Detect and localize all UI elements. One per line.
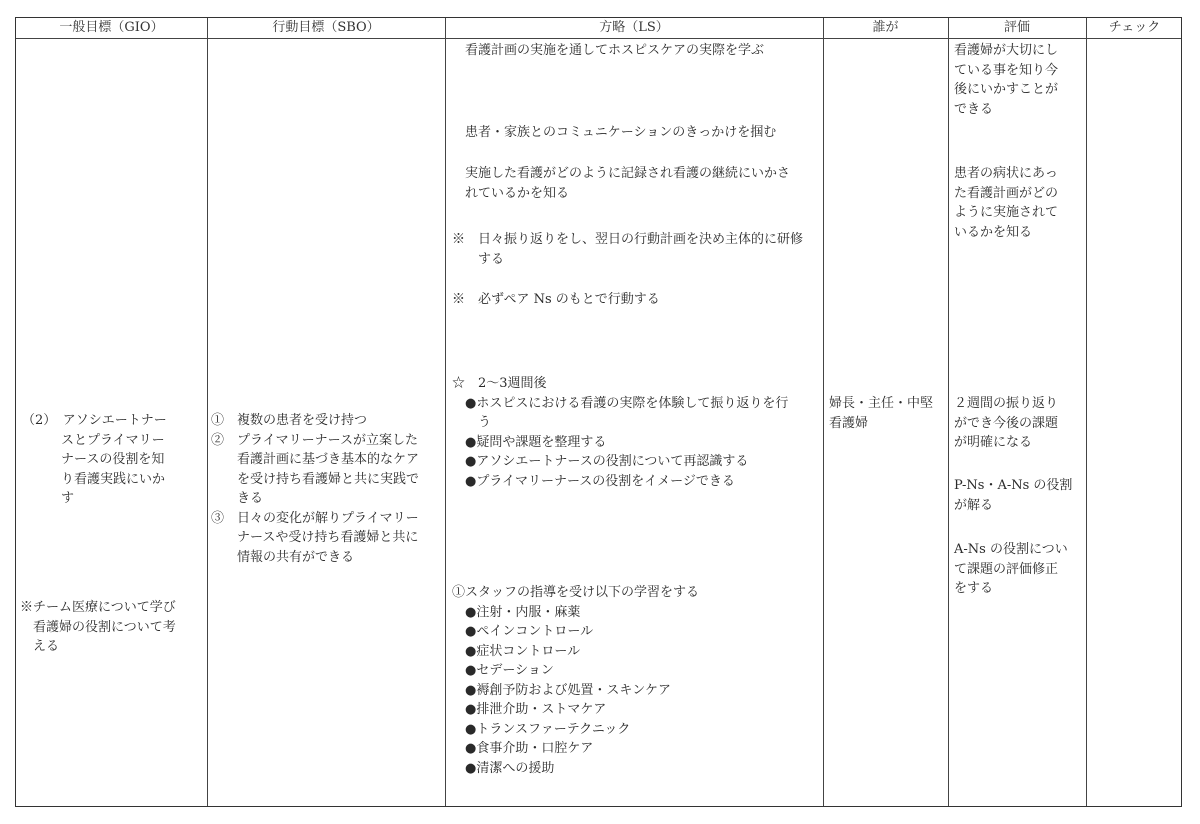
eval-line: できる (954, 101, 994, 117)
ls-line: ●トランスファーテクニック (452, 721, 631, 737)
eval-line: をする (954, 581, 994, 596)
ls-line: ●清潔への援助 (452, 760, 555, 776)
sbo-line: を受け持ち看護婦と共に実践で (211, 471, 420, 487)
ls-line: ※ 必ずペア Ns のもとで行動する (452, 292, 660, 307)
who-line: 看護婦 (829, 415, 869, 431)
ls-block (452, 583, 824, 778)
eval-line: 患者の病状にあっ (954, 166, 1058, 181)
header-who: 誰が (872, 20, 899, 35)
sbo-line: 情報の共有ができる (211, 549, 355, 565)
ls-line: ●プライマリーナースの役割をイメージできる (452, 473, 735, 489)
column-divider (445, 18, 446, 806)
who-line: 婦長・主任・中堅 (829, 396, 934, 411)
header-gio: 一般目標（GIO） (59, 20, 164, 35)
who-cell (829, 394, 947, 433)
sbo-line: 看護計画に基づき基本的なケア (211, 452, 420, 467)
column-divider (207, 18, 208, 806)
ls-line: ●ホスピスにおける看護の実際を体験して振り返りを行 (452, 395, 789, 411)
ls-line: ●排泄介助・ストマケア (452, 702, 607, 717)
eval-line: ができ今後の課題 (954, 415, 1059, 431)
ls-block (452, 41, 824, 61)
gio-line: す (22, 491, 75, 506)
ls-block (452, 374, 824, 491)
gio-line: （2） アソシエートナー (22, 413, 167, 428)
eval-block (954, 476, 1084, 515)
eval-line: が明確になる (954, 435, 1033, 450)
gio-line: り看護実践にいか (22, 471, 166, 487)
eval-block (954, 164, 1084, 242)
column-divider (948, 18, 949, 806)
ls-line: ●褥創予防および処置・スキンケア (452, 682, 671, 698)
header-eval: 評価 (1003, 20, 1030, 35)
ls-block (452, 164, 824, 203)
ls-line: 患者・家族とのコミュニケーションのきっかけを掴む (465, 125, 777, 140)
eval-line: ている事を知り今 (954, 62, 1059, 78)
eval-line: A-Ns の役割につい (954, 542, 1068, 557)
eval-line: ２週間の振り返り (954, 396, 1059, 411)
sbo-line: きる (211, 491, 264, 506)
eval-block (954, 394, 1084, 453)
gio-note-line: ※チーム医療について学び (20, 600, 176, 615)
ls-line: ●アソシエートナースの役割について再認識する (452, 454, 749, 469)
eval-line: が解る (954, 497, 994, 513)
header-check: チェック (1108, 20, 1161, 35)
ls-line: ※ 日々振り返りをし、翌日の行動計画を決め主体的に研修 (452, 232, 804, 247)
eval-line: 後にいかすことが (954, 82, 1059, 97)
ls-line: ●ペインコントロール (452, 624, 594, 639)
header-divider (16, 38, 1181, 39)
gio-note (20, 598, 205, 657)
column-divider (1086, 18, 1087, 806)
gio-line: スとプライマリー (22, 432, 165, 448)
ls-line: ●セデーション (452, 663, 554, 678)
ls-line: 看護計画の実施を通してホスピスケアの実際を学ぶ (465, 43, 765, 58)
ls-line: ☆ 2～3週間後 (452, 376, 547, 391)
ls-line: ●注射・内服・麻薬 (452, 604, 581, 620)
eval-line: いるかを知る (954, 224, 1033, 240)
eval-line: て課題の評価修正 (954, 561, 1059, 577)
eval-line: た看護計画がどの (954, 185, 1059, 201)
gio-goal (22, 411, 207, 509)
gio-note-line: える (20, 639, 60, 654)
header-ls: 方略（LS） (599, 20, 669, 35)
ls-line: ●疑問や課題を整理する (452, 434, 607, 450)
ls-line: する (452, 251, 505, 267)
sbo-goals (211, 411, 443, 567)
ls-line: う (452, 415, 492, 430)
eval-line: ように実施されて (954, 205, 1059, 220)
ls-line: ①スタッフの指導を受け以下の学習をする (452, 585, 700, 600)
ls-block (452, 123, 824, 143)
sbo-line: ナースや受け持ち看護婦と共に (211, 530, 419, 545)
eval-block (954, 540, 1084, 599)
eval-line: P-Ns・A-Ns の役割 (954, 478, 1073, 493)
sbo-line: ① 複数の患者を受け持つ (211, 413, 368, 428)
ls-line: ●食事介助・口腔ケア (452, 741, 594, 756)
sbo-line: ② プライマリーナースが立案した (211, 432, 418, 448)
header-sbo: 行動目標（SBO） (272, 20, 380, 35)
eval-line: 看護婦が大切にし (954, 43, 1059, 58)
gio-note-line: 看護婦の役割について考 (20, 619, 176, 635)
ls-block (452, 290, 824, 310)
ls-block (452, 230, 824, 269)
eval-block (954, 41, 1084, 119)
ls-line: ●症状コントロール (452, 643, 581, 659)
sbo-line: ③ 日々の変化が解りプライマリー (211, 510, 419, 526)
gio-line: ナースの役割を知 (22, 452, 165, 467)
ls-line: 実施した看護がどのように記録され看護の継続にいかさ (465, 166, 791, 181)
ls-line: れているかを知る (465, 185, 570, 201)
plan-table (15, 17, 1182, 807)
check-cell (1088, 40, 1182, 806)
